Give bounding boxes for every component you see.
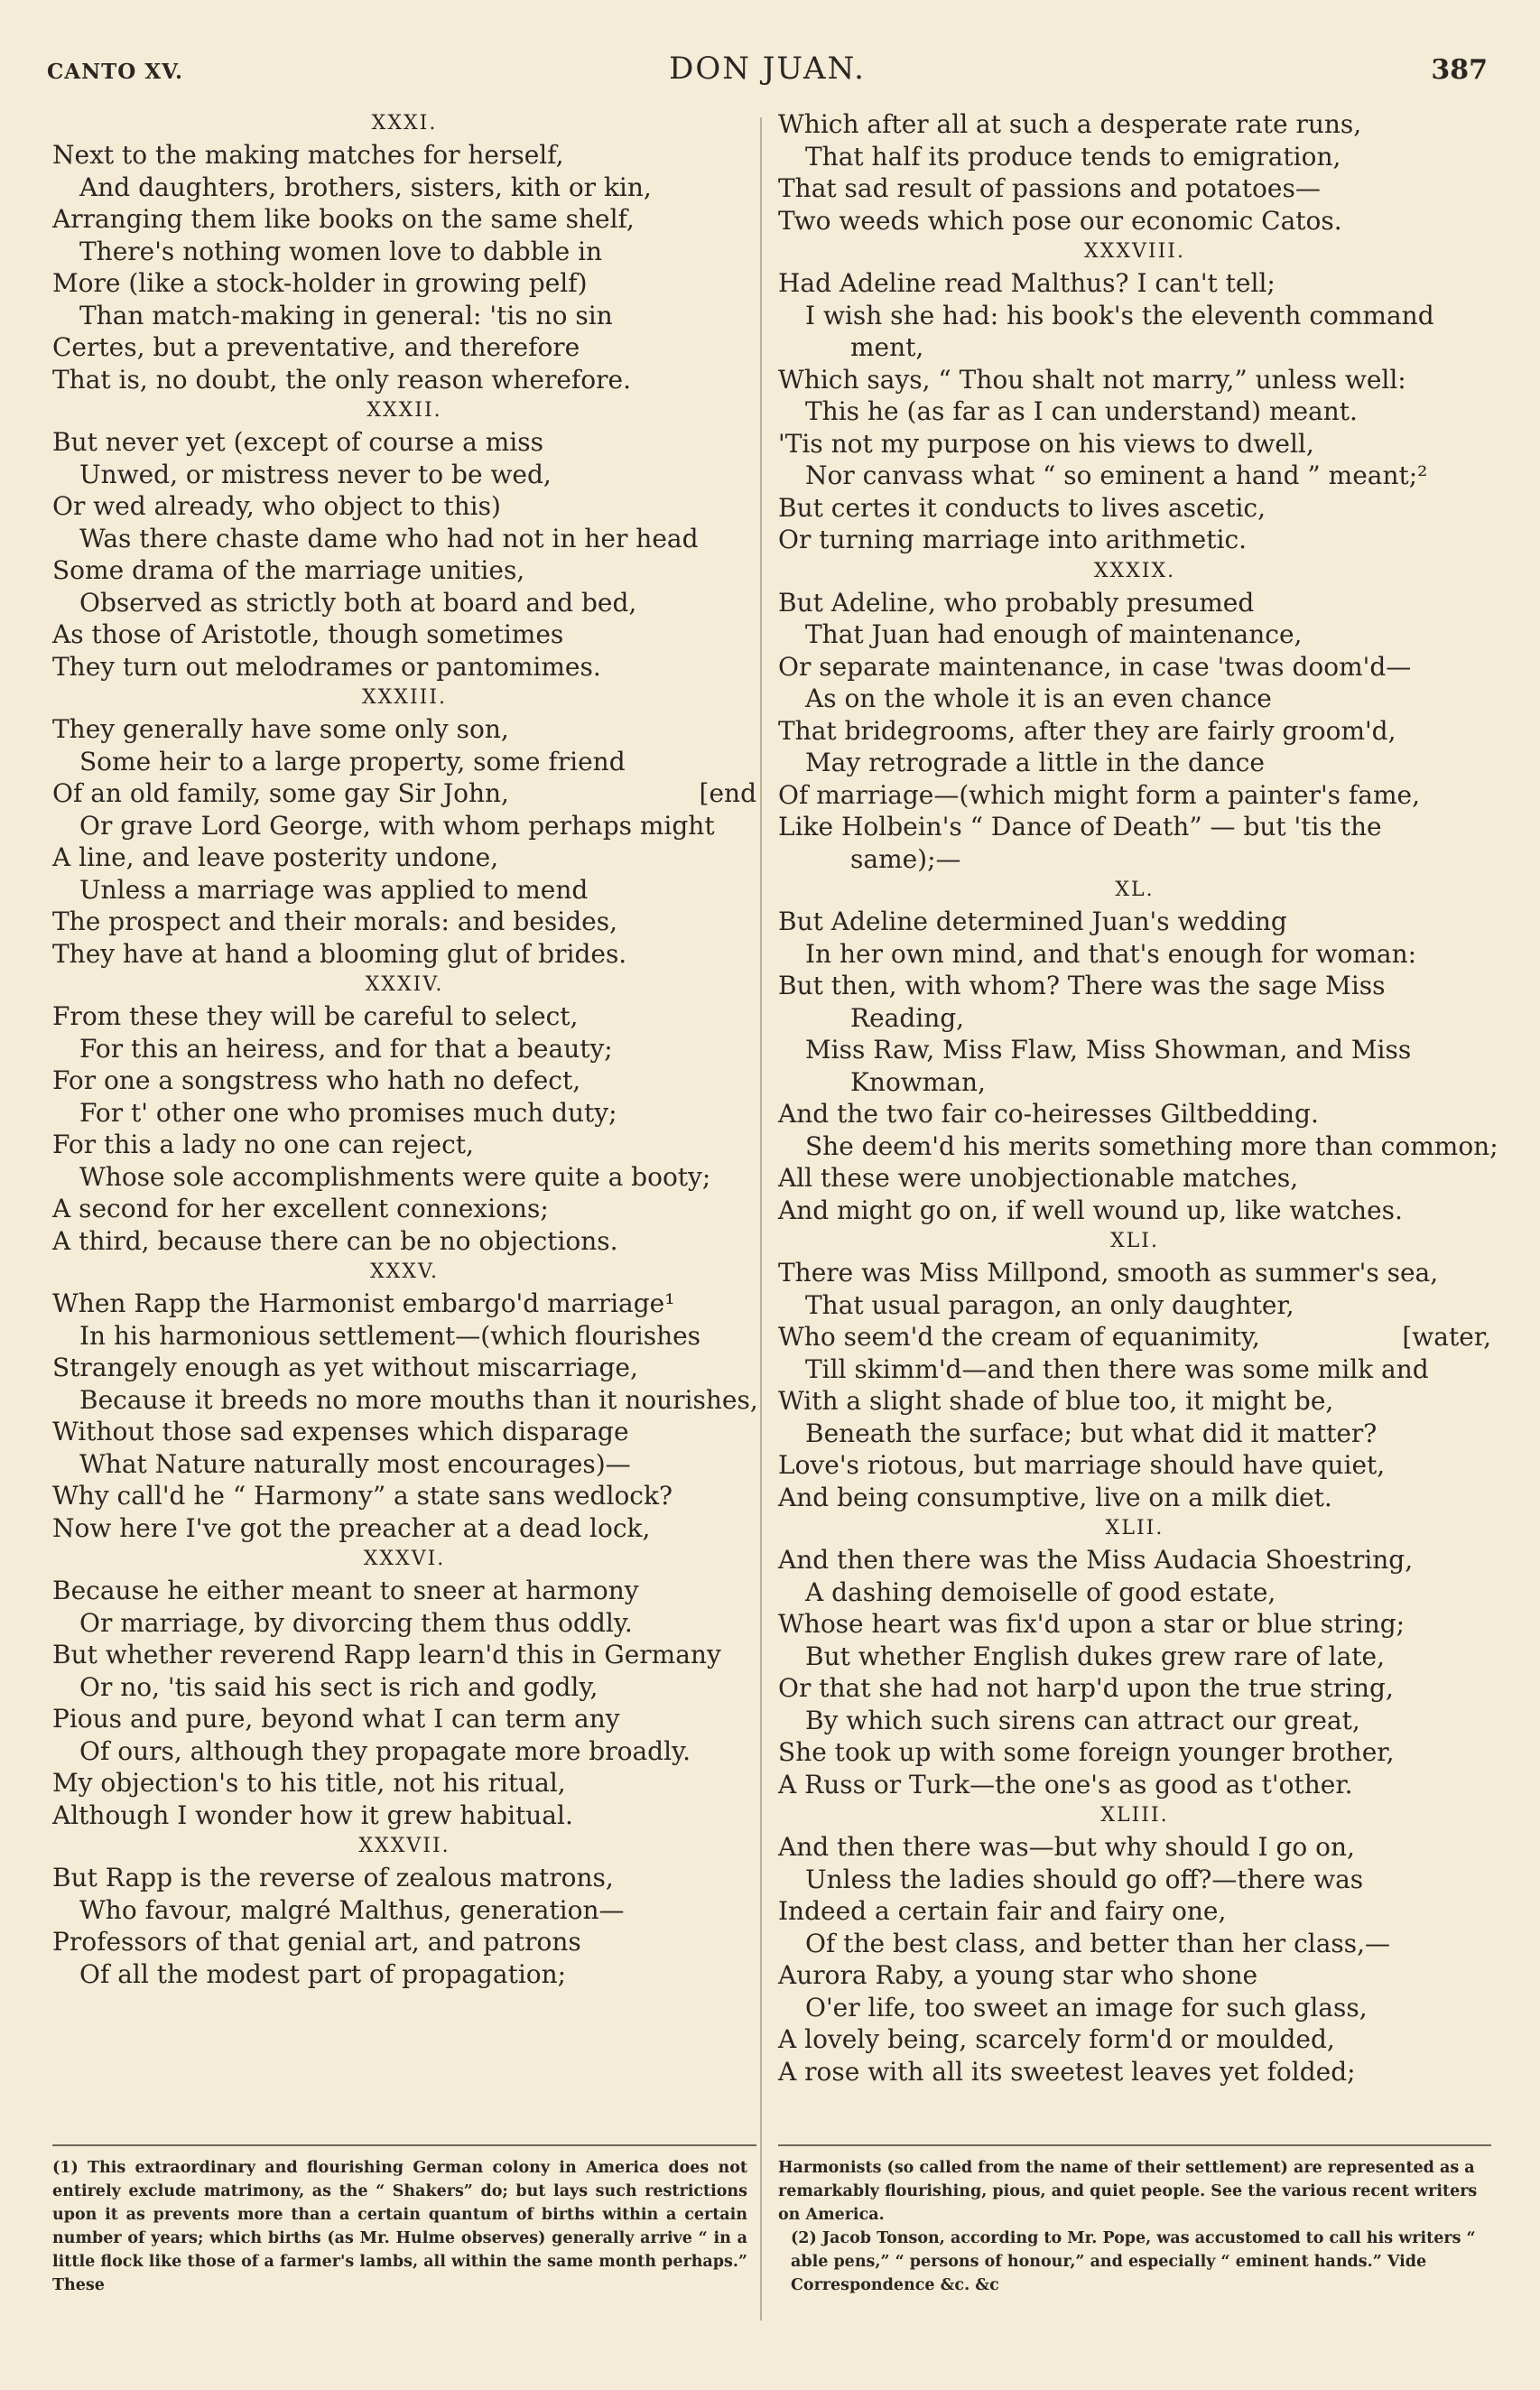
verse-line bbox=[778, 1130, 1498, 1163]
verse-text: Whose sole accomplishments were quite a booty; bbox=[79, 1161, 711, 1192]
verse-text: A dashing demoiselle of good estate, bbox=[805, 1576, 1276, 1607]
verse-line bbox=[52, 713, 756, 746]
verse-text: By which such sirens can attract our great, bbox=[805, 1705, 1360, 1735]
turnover-word: [water, bbox=[1402, 1322, 1491, 1352]
verse-text: Two weeds which pose our economic Catos. bbox=[778, 205, 1342, 236]
verse-text: Nor canvass what “ so eminent a hand ” meant;² bbox=[805, 460, 1428, 490]
verse-line bbox=[778, 364, 1491, 396]
verse-line bbox=[778, 1959, 1491, 1992]
stanza bbox=[778, 1513, 1491, 1800]
verse-text: Indeed a certain fair and fairy one, bbox=[778, 1896, 1227, 1926]
stanza-number: XLIII. bbox=[1100, 1804, 1169, 1827]
verse-text: I wish she had: his book's the eleventh command bbox=[805, 300, 1434, 330]
verse-line bbox=[778, 1672, 1491, 1705]
stanza-number: XLI. bbox=[1110, 1230, 1159, 1252]
verse-line bbox=[52, 364, 756, 396]
verse-line bbox=[778, 683, 1491, 715]
verse-line bbox=[52, 1671, 756, 1704]
verse-text: Professors of that genial art, and patrons bbox=[52, 1927, 581, 1957]
stanza-number: XXXIX. bbox=[1093, 559, 1176, 582]
verse-line bbox=[52, 1129, 756, 1161]
verse-text: They generally have some only son, bbox=[52, 714, 509, 744]
stanza-number: XXXVII. bbox=[358, 1835, 450, 1857]
verse-text: But Adeline determined Juan's wedding bbox=[778, 907, 1287, 936]
verse-line bbox=[778, 300, 1491, 332]
verse-line bbox=[52, 746, 756, 778]
verse-line bbox=[52, 1097, 756, 1130]
verse-text: This he (as far as I can understand) meant. bbox=[805, 396, 1358, 426]
verse-line bbox=[52, 618, 756, 651]
verse-line bbox=[778, 1992, 1491, 2024]
verse-line bbox=[778, 1864, 1491, 1896]
verse-text: A Russ or Turk—the one's as good as t'other. bbox=[778, 1769, 1353, 1799]
verse-line bbox=[778, 2056, 1491, 2088]
verse-text: Or grave Lord George, with whom perhaps might bbox=[79, 810, 715, 841]
verse-text: Or separate maintenance, in case 'twas doom'd— bbox=[778, 651, 1412, 682]
verse-text: Why call'd he “ Harmony” a state sans wedlock? bbox=[52, 1481, 673, 1511]
verse-line bbox=[52, 523, 756, 555]
verse-text: Or that she had not harp'd upon the true string, bbox=[778, 1673, 1394, 1703]
verse-text: Of all the modest part of propagation; bbox=[79, 1958, 567, 1989]
verse-text: She deem'd his merits something more than common; bbox=[805, 1130, 1498, 1161]
verse-text: And being consumptive, live on a milk diet. bbox=[778, 1482, 1332, 1512]
verse-text: Of ours, although they propagate more broadly. bbox=[79, 1735, 691, 1766]
verse-text: Till skimm'd—and then there was some milk and bbox=[805, 1353, 1429, 1384]
verse-line bbox=[778, 747, 1491, 779]
verse-line bbox=[52, 1767, 756, 1799]
verse-line bbox=[52, 1480, 756, 1512]
verse-text: Or turning marriage into arithmetic. bbox=[778, 525, 1248, 554]
verse-line bbox=[778, 1162, 1491, 1195]
verse-text: For one a songstress who hath no defect, bbox=[52, 1065, 581, 1095]
verse-text: A second for her excellent connexions; bbox=[52, 1194, 549, 1223]
verse-line bbox=[778, 1385, 1491, 1418]
stanza-number: XXXVIII. bbox=[1084, 240, 1185, 263]
verse-line bbox=[52, 172, 756, 204]
stanza bbox=[778, 237, 1491, 556]
verse-text: That bridegrooms, after they are fairly groom'd, bbox=[778, 715, 1396, 746]
verse-text: O'er life, too sweet an image for such glass, bbox=[805, 1992, 1368, 2023]
right-column bbox=[778, 108, 1498, 2088]
verse-line bbox=[52, 203, 756, 236]
verse-line bbox=[52, 1926, 756, 1958]
verse-line bbox=[52, 777, 756, 810]
verse-line bbox=[52, 1065, 756, 1097]
verse-text: That Juan had enough of maintenance, bbox=[805, 619, 1303, 649]
verse-text: Of marriage—(which might form a painter's fame, bbox=[778, 779, 1420, 810]
verse-text: What Nature naturally most encourages)— bbox=[79, 1448, 631, 1479]
stanza bbox=[778, 108, 1491, 237]
verse-text: That sad result of passions and potatoes— bbox=[778, 173, 1321, 203]
stanza bbox=[52, 683, 756, 970]
verse-text: As on the whole it is an even chance bbox=[805, 684, 1272, 713]
verse-text: But whether reverend Rapp learn'd this in Germany bbox=[52, 1640, 721, 1669]
verse-line bbox=[52, 459, 756, 491]
verse-line bbox=[778, 524, 1491, 556]
running-header bbox=[47, 51, 1488, 87]
verse-text: Without those sad expenses which disparage bbox=[52, 1417, 629, 1446]
verse-line bbox=[52, 1735, 756, 1768]
verse-line bbox=[778, 1257, 1491, 1289]
verse-text: A third, because there can be no objections. bbox=[52, 1225, 618, 1256]
verse-line bbox=[778, 970, 1491, 1002]
stanza-number: XXXV. bbox=[369, 1260, 440, 1283]
verse-line bbox=[52, 1862, 756, 1894]
canto-label: CANTO XV. bbox=[47, 60, 184, 84]
stanza bbox=[52, 1831, 756, 1990]
verse-text: same);— bbox=[850, 843, 961, 874]
verse-line bbox=[778, 1002, 1491, 1035]
verse-text: Was there chaste dame who had not in her head bbox=[79, 523, 699, 553]
stanza bbox=[52, 1257, 756, 1544]
verse-text: For this a lady no one can reject, bbox=[52, 1130, 474, 1159]
verse-text: Pious and pure, beyond what I can term any bbox=[52, 1704, 620, 1734]
stanza-number: XLII. bbox=[1105, 1517, 1164, 1539]
column-divider bbox=[760, 117, 762, 2320]
verse-line bbox=[778, 172, 1491, 205]
verse-line bbox=[52, 554, 756, 587]
verse-text: A lovely being, scarcely form'd or moulded, bbox=[778, 2024, 1335, 2054]
verse-line bbox=[778, 1576, 1491, 1609]
verse-line bbox=[52, 1607, 756, 1640]
verse-text: Who seem'd the cream of equanimity, bbox=[778, 1322, 1260, 1352]
verse-text: Like Holbein's “ Dance of Death” — but 'tis the bbox=[778, 812, 1382, 842]
verse-line bbox=[52, 1416, 756, 1448]
verse-text: In her own mind, and that's enough for woman: bbox=[805, 938, 1417, 969]
verse-text: In his harmonious settlement—(which flourishes bbox=[79, 1320, 701, 1351]
stanza-number: XL. bbox=[1115, 879, 1155, 901]
verse-text: Unless a marriage was applied to mend bbox=[79, 874, 589, 905]
verse-line bbox=[778, 587, 1491, 619]
verse-line bbox=[778, 1066, 1491, 1099]
verse-line bbox=[778, 1641, 1491, 1673]
stanza-number: XXXIV. bbox=[365, 973, 444, 996]
verse-text: Because he either meant to sneer at harmony bbox=[52, 1576, 639, 1605]
verse-text: Reading, bbox=[850, 1002, 965, 1033]
verse-text: Miss Raw, Miss Flaw, Miss Showman, and Miss bbox=[805, 1035, 1412, 1065]
stanza bbox=[52, 108, 756, 395]
verse-line bbox=[52, 1703, 756, 1735]
verse-line bbox=[52, 1193, 756, 1225]
verse-text: Aurora Raby, a young star who shone bbox=[778, 1960, 1258, 1990]
verse-text: A rose with all its sweetest leaves yet folded; bbox=[778, 2056, 1356, 2087]
verse-text: Which says, “ Thou shalt not marry,” unless well: bbox=[778, 364, 1406, 395]
turnover-word: [end bbox=[699, 778, 756, 808]
verse-line bbox=[52, 1320, 756, 1353]
verse-line bbox=[52, 1288, 756, 1320]
verse-text: Observed as strictly both at board and bed, bbox=[79, 587, 637, 618]
verse-text: She took up with some foreign younger brother, bbox=[778, 1737, 1395, 1767]
footnote-rule-left bbox=[52, 2144, 756, 2146]
verse-text: And daughters, brothers, sisters, kith or kin, bbox=[79, 172, 652, 202]
verse-line bbox=[778, 906, 1491, 938]
verse-line bbox=[778, 1608, 1491, 1641]
verse-line bbox=[778, 811, 1491, 843]
stanza bbox=[778, 1226, 1491, 1513]
verse-text: And the two fair co-heiresses Giltbedding. bbox=[778, 1099, 1319, 1129]
verse-line bbox=[778, 779, 1491, 812]
verse-line bbox=[52, 1384, 756, 1417]
verse-line bbox=[52, 490, 756, 523]
verse-line bbox=[52, 1448, 756, 1481]
verse-line bbox=[778, 1769, 1491, 1801]
verse-line bbox=[52, 874, 756, 907]
verse-line bbox=[52, 1639, 756, 1671]
stanza-number: XXXVI. bbox=[363, 1548, 446, 1570]
verse-text: Certes, but a preventative, and therefore bbox=[52, 332, 580, 362]
verse-line bbox=[52, 236, 756, 268]
verse-text: My objection's to his title, not his ritual, bbox=[52, 1768, 566, 1798]
verse-text: Unless the ladies should go off?—there was bbox=[805, 1864, 1364, 1894]
verse-text: Or no, 'tis said his sect is rich and godly, bbox=[79, 1671, 598, 1702]
verse-text: Next to the making matches for herself, bbox=[52, 140, 564, 170]
verse-text: And then there was—but why should I go on, bbox=[778, 1832, 1355, 1862]
verse-text: Whose heart was fix'd upon a star or blue string; bbox=[778, 1609, 1405, 1639]
verse-text: Knowman, bbox=[850, 1066, 986, 1097]
verse-text: Because it breeds no more mouths than it nourishes, bbox=[79, 1384, 758, 1415]
verse-line bbox=[778, 141, 1491, 173]
verse-text: When Rapp the Harmonist embargo'd marriage¹ bbox=[52, 1288, 675, 1318]
verse-line bbox=[52, 1000, 756, 1033]
verse-text: Who favour, malgré Malthus, generation— bbox=[79, 1894, 625, 1925]
stanza bbox=[778, 875, 1498, 1226]
verse-line bbox=[52, 267, 756, 300]
verse-text: Some drama of the marriage unities, bbox=[52, 555, 525, 585]
verse-text: They turn out melodrames or pantomimes. bbox=[52, 651, 601, 682]
verse-line bbox=[778, 1895, 1491, 1928]
footnote-rule-right bbox=[778, 2144, 1491, 2146]
verse-line bbox=[778, 843, 1491, 876]
verse-text: A line, and leave posterity undone, bbox=[52, 842, 499, 872]
verse-text: But then, with whom? There was the sage Miss bbox=[778, 971, 1386, 1000]
verse-line bbox=[778, 1705, 1491, 1737]
verse-line bbox=[52, 139, 756, 172]
verse-text: But Rapp is the reverse of zealous matrons, bbox=[52, 1863, 614, 1892]
verse-text: For this an heiress, and for that a beauty; bbox=[79, 1033, 613, 1064]
verse-line bbox=[778, 460, 1491, 492]
verse-line bbox=[52, 1894, 756, 1927]
verse-line bbox=[778, 651, 1491, 684]
verse-line bbox=[778, 1098, 1491, 1130]
verse-text: For t' other one who promises much duty; bbox=[79, 1097, 617, 1128]
verse-line bbox=[778, 1289, 1491, 1322]
footnote-1: (1) This extraordinary and flourishing German colony in America does not entirely exclude matrimony, as the “ Shakers” do; but lays such restrictions upon it as prevents more than a certain quantum of births within a certain number of years; which births (as Mr. Hulme observes) generally arrive “ in a little flock like those of a farmer's lambs, all within the same month perhaps.” These bbox=[52, 2159, 747, 2294]
verse-text: All these were unobjectionable matches, bbox=[778, 1163, 1299, 1193]
verse-line bbox=[778, 1195, 1491, 1227]
verse-line bbox=[778, 1831, 1491, 1864]
verse-line bbox=[52, 1512, 756, 1545]
verse-text: That half its produce tends to emigration, bbox=[805, 141, 1341, 172]
verse-line bbox=[52, 810, 756, 842]
verse-line bbox=[778, 1482, 1491, 1514]
page-title: DON JUAN. bbox=[669, 51, 866, 87]
verse-text: That usual paragon, an only daughter, bbox=[805, 1289, 1294, 1320]
stanza-number: XXXI. bbox=[371, 112, 438, 135]
stanza-number: XXXII. bbox=[366, 399, 442, 422]
verse-line bbox=[52, 1958, 756, 1991]
verse-text: But whether English dukes grew rare of late, bbox=[805, 1641, 1386, 1671]
verse-text: The prospect and their morals: and besides, bbox=[52, 907, 617, 936]
verse-text: Although I wonder how it grew habitual. bbox=[52, 1799, 573, 1830]
verse-text: There's nothing women love to dabble in bbox=[79, 236, 603, 266]
verse-line bbox=[778, 108, 1491, 141]
verse-text: Which after all at such a desperate rate runs, bbox=[778, 109, 1362, 139]
verse-line bbox=[778, 1418, 1491, 1450]
verse-line bbox=[52, 1799, 756, 1832]
verse-line bbox=[778, 1353, 1491, 1386]
verse-line bbox=[52, 1033, 756, 1065]
verse-line bbox=[778, 1321, 1491, 1353]
verse-text: But certes it conducts to lives ascetic, bbox=[778, 492, 1266, 523]
verse-text: Beneath the surface; but what did it matter? bbox=[805, 1418, 1378, 1448]
verse-line bbox=[52, 938, 756, 971]
verse-line bbox=[778, 492, 1491, 525]
verse-line bbox=[778, 331, 1491, 364]
verse-text: Arranging them like books on the same shelf, bbox=[52, 204, 635, 234]
verse-text: Unwed, or mistress never to be wed, bbox=[79, 459, 552, 489]
verse-line bbox=[52, 1161, 756, 1194]
verse-line bbox=[778, 1034, 1491, 1066]
page-number: 387 bbox=[1431, 54, 1488, 86]
verse-text: But never yet (except of course a miss bbox=[52, 427, 543, 457]
footnote-continued bbox=[778, 2156, 1491, 2297]
verse-text: Love's riotous, but marriage should have quiet, bbox=[778, 1450, 1386, 1480]
verse-line bbox=[778, 1544, 1491, 1576]
verse-text: Had Adeline read Malthus? I can't tell; bbox=[778, 268, 1276, 298]
verse-text: Or marriage, by divorcing them thus oddly. bbox=[79, 1607, 633, 1638]
verse-line bbox=[778, 1736, 1491, 1769]
verse-text: There was Miss Millpond, smooth as summer's sea, bbox=[778, 1258, 1439, 1288]
verse-line bbox=[52, 1575, 756, 1607]
footnote-1-continuation: Harmonists (so called from the name of their settlement) are represented as a remarkably flourishing, pious, and quiet people. See the various recent writers on America. bbox=[778, 2159, 1478, 2224]
verse-line bbox=[778, 2023, 1491, 2056]
verse-text: And then there was the Miss Audacia Shoestring, bbox=[778, 1545, 1414, 1575]
verse-text: But Adeline, who probably presumed bbox=[778, 587, 1255, 618]
verse-text: Now here I've got the preacher at a dead lock, bbox=[52, 1512, 651, 1543]
verse-line bbox=[52, 426, 756, 459]
verse-text: 'Tis not my purpose on his views to dwell, bbox=[778, 428, 1314, 459]
verse-line bbox=[778, 715, 1491, 748]
verse-line bbox=[778, 1449, 1491, 1482]
verse-line bbox=[52, 331, 756, 364]
stanza bbox=[778, 1800, 1491, 2088]
verse-line bbox=[52, 300, 756, 332]
verse-text: As those of Aristotle, though sometimes bbox=[52, 619, 564, 649]
verse-text: May retrograde a little in the dance bbox=[805, 748, 1265, 777]
verse-text: Strangely enough as yet without miscarriage, bbox=[52, 1353, 638, 1382]
verse-text: Of the best class, and better than her class,— bbox=[805, 1928, 1391, 1958]
stanza bbox=[52, 970, 756, 1257]
verse-text: And might go on, if well wound up, like watches. bbox=[778, 1195, 1403, 1225]
verse-text: They have at hand a blooming glut of brides. bbox=[52, 938, 627, 969]
verse-line bbox=[778, 618, 1491, 651]
verse-line bbox=[778, 938, 1491, 971]
verse-line bbox=[52, 587, 756, 619]
verse-text: Or wed already, who object to this) bbox=[52, 491, 501, 521]
verse-line bbox=[778, 395, 1491, 428]
verse-text: Of an old family, some gay Sir John, bbox=[52, 778, 509, 808]
verse-text: From these they will be careful to select, bbox=[52, 1001, 579, 1031]
verse-line bbox=[778, 205, 1491, 237]
verse-text: ment, bbox=[850, 332, 924, 362]
stanza bbox=[778, 556, 1491, 876]
verse-line bbox=[778, 428, 1491, 460]
verse-line bbox=[52, 651, 756, 684]
verse-line bbox=[778, 1928, 1491, 1960]
stanza-number: XXXIII. bbox=[361, 686, 448, 709]
stanza bbox=[52, 1544, 756, 1831]
verse-text: More (like a stock-holder in growing pelf) bbox=[52, 268, 588, 298]
stanza bbox=[52, 395, 756, 683]
verse-text: Than match-making in general: 'tis no sin bbox=[79, 300, 613, 330]
verse-text: That is, no doubt, the only reason wherefore. bbox=[52, 364, 631, 395]
verse-line bbox=[52, 906, 756, 938]
verse-text: With a slight shade of blue too, it might be, bbox=[778, 1386, 1334, 1416]
verse-line bbox=[52, 1352, 756, 1384]
verse-text: Some heir to a large property, some friend bbox=[79, 746, 626, 777]
verse-line bbox=[778, 267, 1491, 300]
left-column bbox=[52, 108, 756, 1990]
verse-line bbox=[52, 842, 756, 874]
footnote-2: (2) Jacob Tonson, according to Mr. Pope, was accustomed to call his writers “ able pens,” “ persons of honour,” and especially “ eminent hands.” Vide Correspondence &c. &c bbox=[791, 2229, 1476, 2294]
verse-line bbox=[52, 1225, 756, 1258]
